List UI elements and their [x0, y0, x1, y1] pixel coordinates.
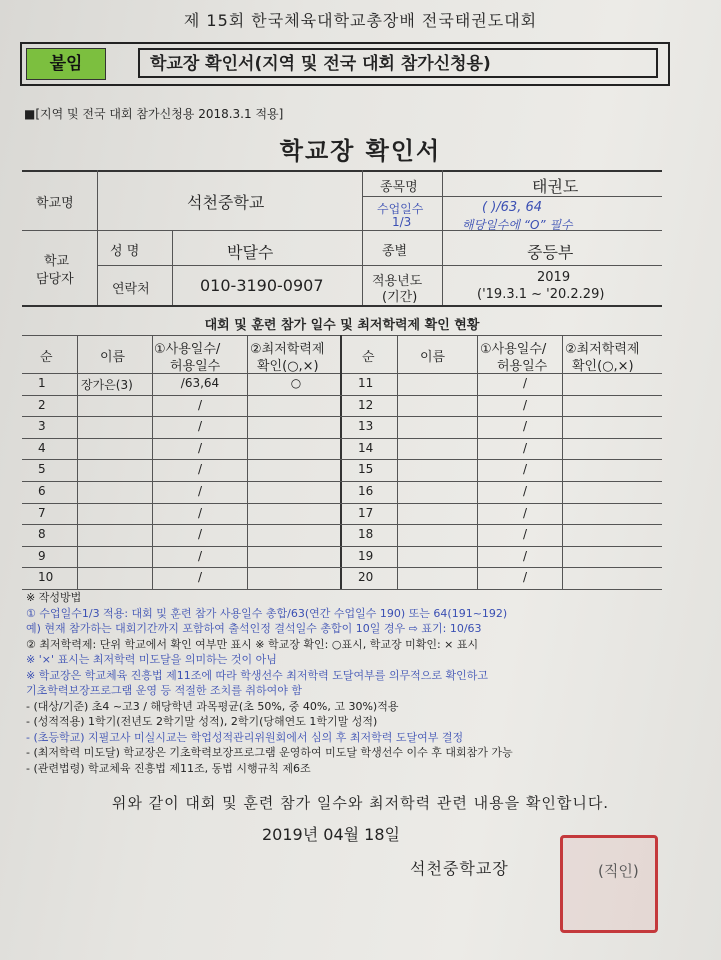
- division-value: 중등부: [527, 243, 574, 262]
- name-label: 성 명: [110, 244, 140, 259]
- row-days: /: [522, 376, 528, 390]
- contact-label: 연락처: [112, 282, 150, 297]
- days-value: ( )/63, 64: [482, 200, 543, 215]
- row-number: 14: [358, 440, 374, 455]
- row-name: 장가은(3): [81, 378, 133, 392]
- official-seal-stamp: [560, 835, 658, 933]
- page-title: 학교장 확인서: [279, 137, 442, 165]
- col-name: 이름: [100, 350, 126, 365]
- instruction-line: ※ '×' 표시는 최저학력 미도달을 의미하는 것이 아님: [26, 653, 277, 666]
- days-label-2: 1/3: [392, 215, 412, 229]
- name-value: 박달수: [227, 243, 274, 262]
- row-days: /: [522, 440, 528, 455]
- row-days: /: [522, 505, 528, 520]
- row-days: /: [197, 548, 203, 563]
- row-number: 7: [38, 505, 46, 520]
- days-label-1: 수업일수: [377, 202, 424, 216]
- contest-title: 제 15회 한국체육대학교총장배 전국태권도대회: [183, 11, 538, 30]
- row-number: 20: [358, 570, 374, 585]
- row-number: 8: [38, 527, 46, 542]
- col-days-right: ①사용일수/: [480, 342, 547, 357]
- instruction-line: 기초학력보장프로그램 운영 등 적절한 조치를 취하여야 함: [26, 684, 303, 697]
- row-days: /: [197, 462, 203, 477]
- instruction-line: - (최저학력 미도달) 학교장은 기초학력보장프로그램 운영하여 미도달 학생선수 이수 후 대회참가 가능: [26, 746, 513, 759]
- document-heading: 학교장 확인서(지역 및 전국 대회 참가신청용): [138, 48, 658, 78]
- attachment-badge: 붙임: [26, 48, 106, 80]
- row-number: 4: [38, 440, 46, 455]
- col-days-right-2: 허용일수: [497, 359, 548, 374]
- row-days: /: [197, 484, 203, 498]
- event-label: 종목명: [380, 180, 418, 195]
- row-days: /: [522, 462, 528, 477]
- confirmation-statement: 위와 같이 대회 및 훈련 참가 일수와 최저학력 관련 내용을 확인합니다.: [111, 794, 610, 812]
- form-note: ■[지역 및 전국 대회 참가신청용 2018.3.1 적용]: [24, 107, 284, 121]
- col-days-2: 허용일수: [170, 359, 221, 374]
- col-no-right: 순: [362, 350, 375, 365]
- year-value: 2019: [537, 270, 571, 285]
- col-achievement-right-2: 확인(○,×): [572, 359, 634, 374]
- instructions-heading: ※ 작성방법: [26, 591, 82, 604]
- row-number: 2: [38, 397, 46, 412]
- row-number: 13: [358, 419, 374, 434]
- instruction-line: - (대상/기준) 초4 ~고3 / 해당학년 과목평균(초 50%, 중 40%, 고 30%)적용: [26, 699, 399, 713]
- header-box: [20, 42, 670, 86]
- row-achievement: ○: [290, 376, 302, 390]
- col-name-right: 이름: [420, 350, 446, 365]
- col-achievement-2: 확인(○,×): [257, 359, 319, 374]
- row-number: 16: [358, 484, 374, 498]
- instruction-line: ※ 학교장은 학교체육 진흥법 제11조에 따라 학생선수 최저학력 도달여부를 의무적으로 확인하고: [26, 668, 488, 682]
- instruction-line: - (초등학교) 지필고사 미실시교는 학업성적관리위원회에서 심의 후 최저학력 도달여부 결정: [26, 730, 464, 744]
- row-number: 6: [38, 484, 46, 498]
- row-number: 3: [38, 419, 46, 434]
- row-days: /: [522, 548, 528, 563]
- row-number: 11: [358, 376, 374, 390]
- col-no: 순: [40, 350, 53, 365]
- row-days: /: [522, 484, 528, 498]
- row-days: /: [522, 527, 528, 542]
- year-label-2: (기간): [382, 290, 418, 305]
- division-label: 종별: [382, 244, 408, 259]
- col-achievement: ②최저학력제: [250, 342, 325, 357]
- row-number: 12: [358, 397, 374, 412]
- instruction-line: 예) 현재 참가하는 대회기간까지 포함하여 출석인정 결석일수 총합이 10일 경우 ⇨ 표기: 10/63: [26, 622, 482, 635]
- row-days: /: [197, 419, 203, 434]
- row-number: 10: [38, 570, 54, 585]
- school-value: 석천중학교: [187, 193, 265, 212]
- contact-value: 010-3190-0907: [200, 276, 324, 295]
- row-days: /: [522, 419, 528, 434]
- row-days: /: [522, 570, 528, 585]
- principal-name: 석천중학교장: [410, 859, 509, 878]
- event-value: 태권도: [532, 177, 579, 196]
- row-number: 5: [38, 462, 46, 477]
- instruction-line: ② 최저학력제: 단위 학교에서 확인 여부만 표시 ※ 학교장 확인: ○표시, 학교장 미확인: × 표시: [26, 637, 479, 651]
- days-instruction: 해당일수에 “O” 필수: [462, 218, 573, 232]
- row-number: 18: [358, 527, 374, 542]
- row-days: /: [197, 505, 203, 520]
- seal-label: (직인): [598, 862, 639, 880]
- manager-label-2: 담당자: [36, 272, 74, 287]
- row-days: /: [197, 570, 203, 585]
- row-days: /: [197, 440, 203, 455]
- instructions: [26, 590, 706, 776]
- instruction-line: - (관련법령) 학교체육 진흥법 제11조, 동법 시행규칙 제6조: [26, 761, 311, 775]
- row-number: 19: [358, 548, 374, 563]
- manager-label: 학교: [44, 254, 70, 269]
- table-caption: 대회 및 훈련 참가 일수 및 최저학력제 확인 현황: [204, 318, 480, 333]
- row-days: /63,64: [180, 376, 220, 390]
- row-number: 1: [38, 376, 46, 390]
- instruction-line: - (성적적용) 1학기(전년도 2학기말 성적), 2학기(당해연도 1학기말 성적): [26, 715, 378, 728]
- confirmation-form: [22, 170, 662, 590]
- row-days: /: [522, 397, 528, 412]
- year-period: ('19.3.1 ~ '20.2.29): [477, 287, 605, 302]
- row-number: 9: [38, 548, 46, 563]
- year-label: 적용년도: [372, 274, 423, 289]
- row-days: /: [197, 527, 203, 542]
- row-number: 15: [358, 462, 374, 477]
- school-label: 학교명: [36, 196, 74, 211]
- row-number: 17: [358, 505, 374, 520]
- col-achievement-right: ②최저학력제: [565, 342, 640, 357]
- col-days: ①사용일수/: [154, 342, 221, 357]
- confirmation-date: 2019년 04월 18일: [262, 825, 400, 844]
- row-days: /: [197, 397, 203, 412]
- instruction-line: ① 수업일수1/3 적용: 대회 및 훈련 참가 사용일수 총합/63(연간 수업일수 190) 또는 64(191~192): [26, 606, 508, 620]
